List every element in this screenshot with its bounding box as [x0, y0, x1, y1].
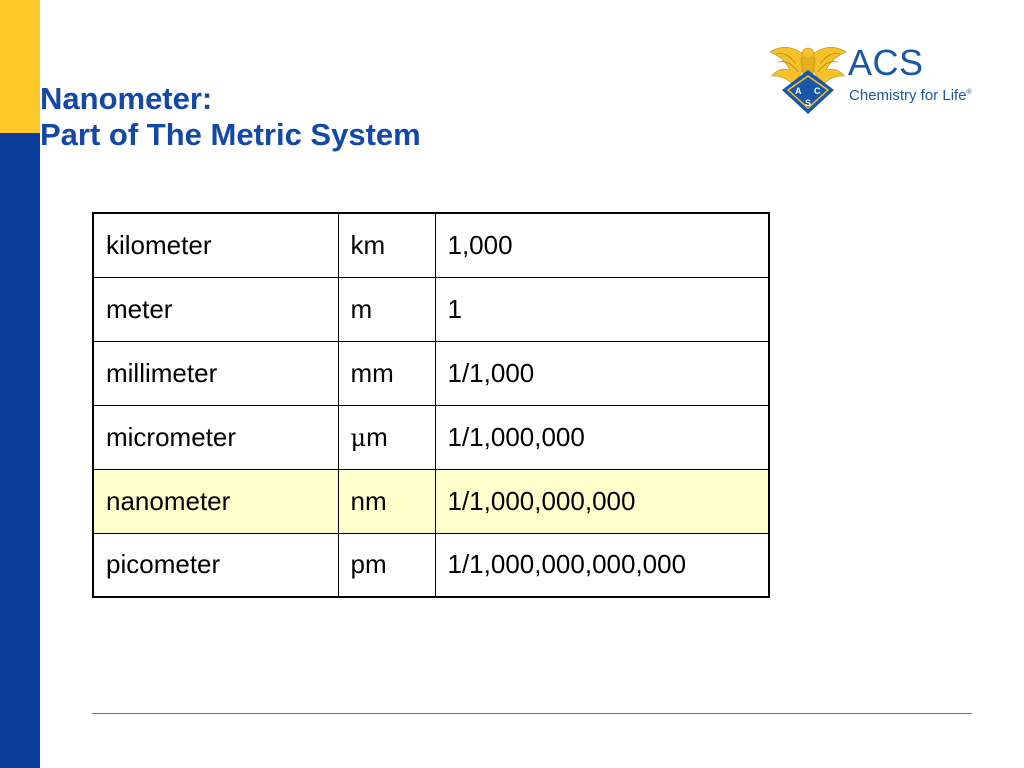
unit-value-cell: 1 — [435, 277, 769, 341]
table-row — [93, 405, 769, 469]
table-row — [93, 213, 769, 277]
logo-tagline — [849, 84, 972, 105]
slide-title-line-1: Nanometer: — [40, 81, 213, 116]
unit-name-cell: kilometer — [93, 213, 338, 277]
unit-symbol-cell: km — [338, 213, 435, 277]
unit-name-cell: picometer — [93, 533, 338, 597]
footer-divider — [92, 713, 972, 714]
unit-name-cell: nanometer — [93, 469, 338, 533]
unit-symbol-cell: nm — [338, 469, 435, 533]
unit-symbol-cell: pm — [338, 533, 435, 597]
acs-logo — [768, 40, 983, 120]
unit-value-cell: 1/1,000,000 — [435, 405, 769, 469]
unit-symbol-cell — [338, 405, 435, 469]
unit-value-cell: 1/1,000 — [435, 341, 769, 405]
registered-mark: ® — [966, 89, 972, 96]
logo-letter-c: C — [814, 86, 821, 96]
slide-title — [40, 81, 421, 153]
unit-name-cell: meter — [93, 277, 338, 341]
unit-symbol-cell: mm — [338, 341, 435, 405]
logo-wordmark: ACS — [848, 42, 924, 83]
accent-bar-gold — [0, 0, 40, 133]
accent-bar-blue — [0, 133, 40, 768]
metric-units-table — [92, 212, 770, 598]
unit-name-cell: millimeter — [93, 341, 338, 405]
table-row — [93, 341, 769, 405]
logo-tagline-text: Chemistry for Life — [849, 87, 967, 104]
table-row-highlighted — [93, 469, 769, 533]
unit-symbol-cell: m — [338, 277, 435, 341]
unit-value-cell: 1,000 — [435, 213, 769, 277]
micro-prefix: μ — [350, 423, 367, 452]
unit-value-cell: 1/1,000,000,000 — [435, 469, 769, 533]
unit-value-cell: 1/1,000,000,000,000 — [435, 533, 769, 597]
table-row — [93, 277, 769, 341]
unit-symbol-base: m — [366, 421, 388, 452]
table-row — [93, 533, 769, 597]
slide-title-line-2: Part of The Metric System — [40, 117, 421, 152]
logo-letter-a: A — [795, 86, 802, 96]
acs-eagle-emblem-icon — [768, 40, 848, 116]
unit-name-cell: micrometer — [93, 405, 338, 469]
logo-letter-s: S — [805, 98, 812, 108]
